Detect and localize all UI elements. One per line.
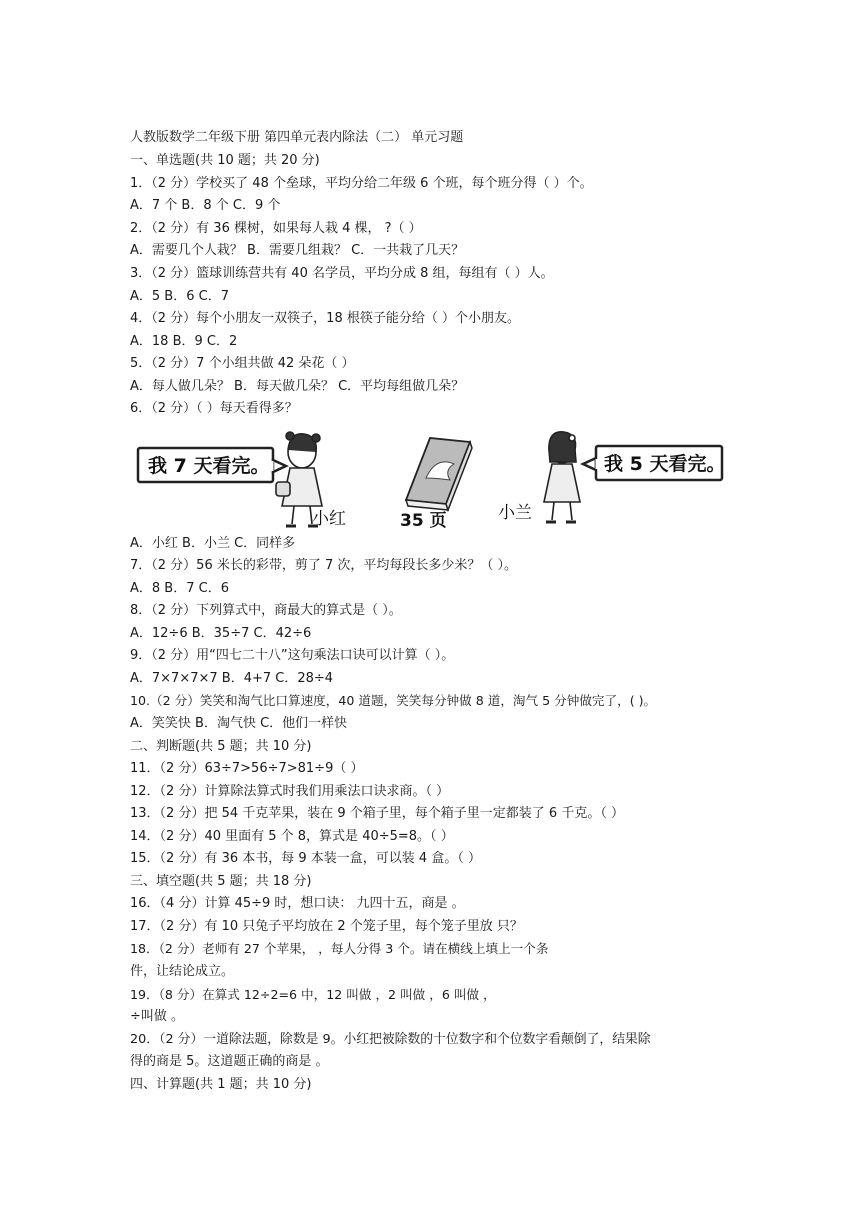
section-heading-calculation: 四、计算题(共 1 题；共 10 分) bbox=[130, 1077, 312, 1092]
question-16: 16．（4 分）计算 45÷9 时，想口诀： 九四十五，商是 。 bbox=[130, 896, 465, 911]
question-6-options: A．小红 B．小兰 C．同样多 bbox=[130, 536, 296, 551]
question-1-options: A．7 个 B．8 个 C．9 个 bbox=[130, 198, 281, 213]
question-13: 13．（2 分）把 54 千克苹果，装在 9 个箱子里，每个箱子里一定都装了 6 千克。（ ） bbox=[130, 806, 624, 821]
book-pages-label: 35 页 bbox=[400, 511, 447, 531]
question-20-line-1: 20．（2 分）一道除法题，除数是 9。小红把被除数的十位数字和个位数字看颠倒了，结果除 bbox=[130, 1032, 651, 1047]
question-14: 14．（2 分）40 里面有 5 个 8，算式是 40÷5=8。（ ） bbox=[130, 829, 454, 844]
question-3: 3．（2 分）篮球训练营共有 40 名学员，平均分成 8 组，每组有（ ）人。 bbox=[130, 266, 554, 281]
question-7: 7．（2 分）56 米长的彩带，剪了 7 次，平均每段长多少米？（ ）。 bbox=[130, 558, 518, 573]
question-19-line-1: 19．（8 分）在算式 12÷2=6 中，12 叫做 ，2 叫做 ，6 叫做 ， bbox=[130, 987, 496, 1002]
question-17: 17．（2 分）有 10 只兔子平均放在 2 个笼子里，每个笼子里放 只？ bbox=[130, 919, 523, 934]
reading-comparison-illustration bbox=[130, 428, 730, 532]
question-2: 2．（2 分）有 36 棵树，如果每人栽 4 棵， ?（ ） bbox=[130, 221, 422, 236]
question-15: 15．（2 分）有 36 本书，每 9 本装一盒，可以装 4 盒。（ ） bbox=[130, 851, 481, 866]
bubble-right-text: 我 5 天看完。 bbox=[604, 453, 726, 475]
question-1: 1．（2 分）学校买了 48 个垒球，平均分给二年级 6 个班，每个班分得（ ）个。 bbox=[130, 176, 593, 191]
name-right-label: 小兰 bbox=[498, 503, 532, 523]
question-10: 10.（2 分）笑笑和淘气比口算速度，40 道题，笑笑每分钟做 8 道，淘气 5 分钟做完了，( )。 bbox=[130, 693, 657, 708]
question-20-line-2: 得的商是 5。这道题正确的商是 。 bbox=[130, 1054, 329, 1069]
question-12: 12．（2 分）计算除法算式时我们用乘法口诀求商。（ ） bbox=[130, 784, 450, 799]
question-8-options: A．12÷6 B．35÷7 C．42÷6 bbox=[130, 626, 312, 641]
question-4: 4．（2 分）每个小朋友一双筷子，18 根筷子能分给（ ）个小朋友。 bbox=[130, 311, 520, 326]
question-7-options: A．8 B．7 C．6 bbox=[130, 581, 229, 596]
section-heading-true-false: 二、判断题(共 5 题；共 10 分) bbox=[130, 739, 312, 754]
book-icon bbox=[406, 438, 472, 510]
question-3-options: A．5 B．6 C．7 bbox=[130, 289, 229, 304]
section-heading-fill-in: 三、填空题(共 5 题；共 18 分) bbox=[130, 874, 312, 889]
question-10-options: A．笑笑快 B．淘气快 C．他们一样快 bbox=[130, 716, 348, 731]
speech-bubble-right bbox=[583, 446, 725, 480]
worksheet-title: 人教版数学二年级下册 第四单元表内除法（二） 单元习题 bbox=[130, 130, 464, 145]
question-4-options: A．18 B．9 C．2 bbox=[130, 334, 238, 349]
speech-bubble-left bbox=[138, 448, 286, 482]
girl-xiaolan-icon bbox=[544, 432, 580, 522]
section-heading-single-choice: 一、单选题(共 10 题；共 20 分) bbox=[130, 153, 320, 168]
question-18-line-1: 18．（2 分）老师有 27 个苹果， ，每人分得 3 个。请在横线上填上一个条 bbox=[130, 941, 549, 956]
question-5: 5．（2 分）7 个小组共做 42 朵花（ ） bbox=[130, 356, 355, 371]
question-18-line-2: 件，让结论成立。 bbox=[130, 964, 235, 979]
name-left-label: 小红 bbox=[312, 509, 346, 529]
question-9: 9．（2 分）用“四七二十八”这句乘法口诀可以计算（ ）。 bbox=[130, 648, 455, 663]
question-2-options: A．需要几个人栽？ B．需要几组栽？ C．一共栽了几天？ bbox=[130, 243, 465, 258]
question-11: 11．（2 分）63÷7>56÷7>81÷9（ ） bbox=[130, 761, 364, 776]
question-19-line-2: ÷叫做 。 bbox=[130, 1009, 185, 1024]
bubble-left-text: 我 7 天看完。 bbox=[148, 455, 270, 477]
question-6: 6．（2 分）（ ）每天看得多？ bbox=[130, 401, 298, 416]
question-8: 8．（2 分）下列算式中，商最大的算式是（ ）。 bbox=[130, 603, 402, 618]
question-9-options: A．7×7×7×7 B．4+7 C．28÷4 bbox=[130, 671, 334, 686]
question-5-options: A．每人做几朵？ B．每天做几朵？ C．平均每组做几朵？ bbox=[130, 379, 465, 394]
